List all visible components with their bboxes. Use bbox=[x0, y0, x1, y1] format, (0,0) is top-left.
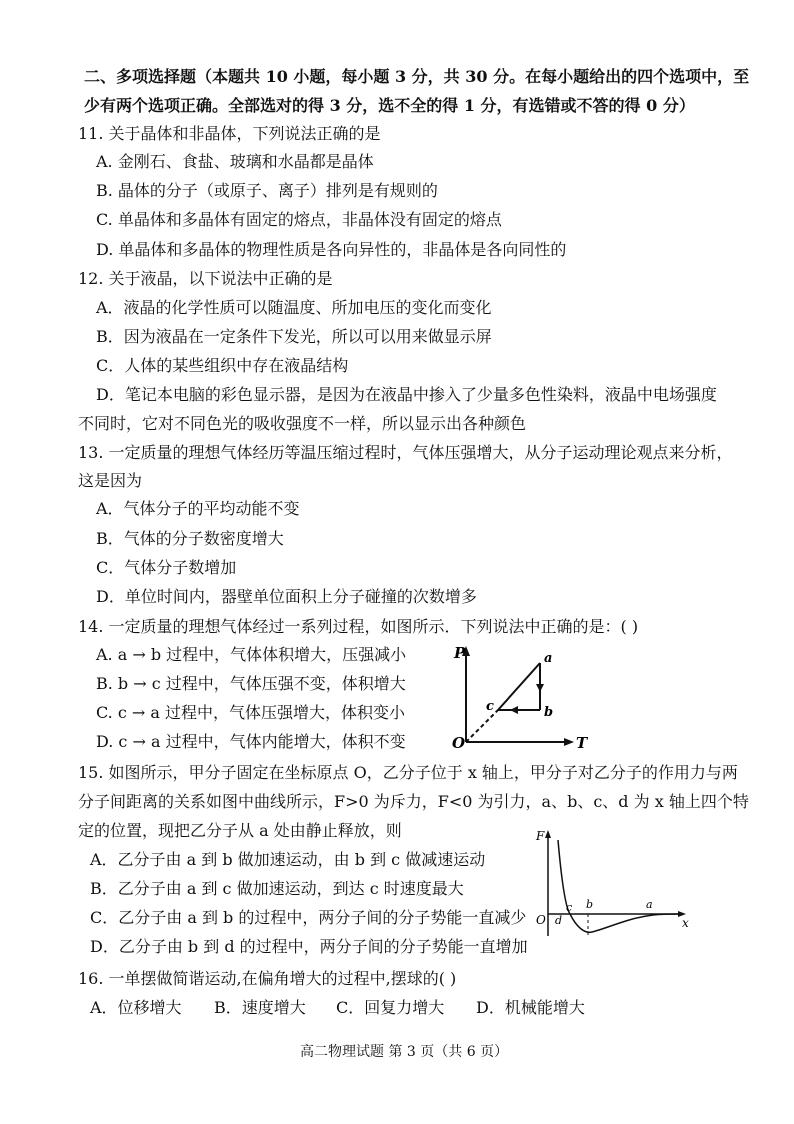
q15-option-d: D．乙分子由 b 到 d 的过程中，两分子间的分子势能一直增加 bbox=[90, 937, 528, 956]
pt-graph bbox=[440, 640, 590, 755]
pt-graph-x-label: T bbox=[576, 734, 588, 752]
q13-option-a: A．气体分子的平均动能不变 bbox=[96, 499, 300, 518]
q14-stem: 14. 一定质量的理想气体经过一系列过程，如图所示．下列说法中正确的是：( ) bbox=[78, 617, 639, 636]
q12-option-b: B．因为液晶在一定条件下发光，所以可以用来做显示屏 bbox=[96, 327, 492, 346]
q12-option-a: A．液晶的化学性质可以随温度、所加电压的变化而变化 bbox=[96, 298, 492, 317]
pt-graph-origin-label: O bbox=[452, 734, 466, 752]
q12-option-d-line1: D．笔记本电脑的彩色显示器，是因为在液晶中掺入了少量多色性染料，液晶中电场强度 bbox=[96, 385, 717, 404]
q11-option-d: D. 单晶体和多晶体的物理性质是各向异性的，非晶体是各向同性的 bbox=[96, 240, 567, 259]
q14-option-b: B. b → c 过程中，气体压强不变，体积增大 bbox=[96, 674, 406, 693]
q13-option-c: C．气体分子数增加 bbox=[96, 558, 237, 577]
q12-stem: 12. 关于液晶，以下说法中正确的是 bbox=[78, 269, 333, 288]
q16-option-a: A．位移增大 bbox=[90, 998, 182, 1017]
q13-option-b: B．气体的分子数密度增大 bbox=[96, 529, 284, 548]
q11-option-b: B. 晶体的分子（或原子、离子）排列是有规则的 bbox=[96, 181, 438, 200]
q15-stem-line3: 定的位置，现把乙分子从 a 处由静止释放，则 bbox=[78, 821, 402, 840]
fx-graph-point-c: c bbox=[566, 901, 573, 914]
q16-option-d: D．机械能增大 bbox=[476, 998, 585, 1017]
fx-graph-x-label: x bbox=[682, 916, 689, 930]
q15-stem-line1: 15. 如图所示，甲分子固定在坐标原点 O，乙分子位于 x 轴上，甲分子对乙分子的作用力与两 bbox=[78, 763, 738, 782]
pt-graph-point-b: b bbox=[544, 705, 554, 720]
q13-stem-line1: 13. 一定质量的理想气体经历等温压缩过程时，气体压强增大，从分子运动理论观点来分析， bbox=[78, 443, 733, 462]
q15-option-b: B．乙分子由 a 到 c 做加速运动，到达 c 时速度最大 bbox=[90, 879, 464, 898]
fx-graph-y-label: F bbox=[536, 829, 545, 843]
pt-graph-y-label: P bbox=[454, 644, 466, 662]
q16-stem: 16. 一单摆做简谐运动,在偏角增大的过程中,摆球的( ) bbox=[78, 969, 457, 988]
fx-graph-point-a: a bbox=[646, 898, 653, 911]
q14-option-c: C. c → a 过程中，气体压强增大，体积变小 bbox=[96, 703, 406, 722]
q12-option-c: C．人体的某些组织中存在液晶结构 bbox=[96, 356, 349, 375]
fx-graph bbox=[528, 826, 694, 946]
q13-stem-line2: 这是因为 bbox=[78, 471, 143, 490]
section-heading-line2: 少有两个选项正确。全部选对的得 3 分，选不全的得 1 分，有选错或不答的得 0 分） bbox=[84, 96, 695, 115]
pt-graph-point-c: c bbox=[486, 699, 494, 714]
page-footer: 高二物理试题 第 3 页（共 6 页） bbox=[300, 1044, 509, 1060]
q15-stem-line2: 分子间距离的关系如图中曲线所示，F>0 为斥力，F<0 为引力，a、b、c、d 为 x 轴上四个特 bbox=[78, 792, 749, 811]
fx-graph-point-b: b bbox=[586, 898, 594, 911]
q13-option-d: D．单位时间内，器壁单位面积上分子碰撞的次数增多 bbox=[96, 587, 477, 606]
pt-graph-point-a: a bbox=[544, 651, 553, 666]
section-heading-line1: 二、多项选择题（本题共 10 小题，每小题 3 分，共 30 分。在每小题给出的四个选项中，至 bbox=[84, 67, 750, 86]
fx-graph-point-d: d bbox=[555, 914, 563, 927]
q15-option-c: C．乙分子由 a 到 b 的过程中，两分子间的分子势能一直减少 bbox=[90, 908, 527, 927]
q12-option-d-line2: 不同时，它对不同色光的吸收强度不一样，所以显示出各种颜色 bbox=[78, 414, 527, 433]
fx-graph-origin-label: O bbox=[536, 913, 546, 927]
q16-option-b: B．速度增大 bbox=[214, 998, 306, 1017]
q14-option-d: D. c → a 过程中，气体内能增大，体积不变 bbox=[96, 732, 406, 751]
q11-stem: 11. 关于晶体和非晶体，下列说法正确的是 bbox=[78, 124, 381, 143]
q14-option-a: A. a → b 过程中，气体体积增大，压强减小 bbox=[96, 645, 407, 664]
q15-option-a: A．乙分子由 a 到 b 做加速运动，由 b 到 c 做减速运动 bbox=[90, 850, 486, 869]
q16-option-c: C．回复力增大 bbox=[336, 998, 445, 1017]
q11-option-c: C. 单晶体和多晶体有固定的熔点，非晶体没有固定的熔点 bbox=[96, 210, 502, 229]
q11-option-a: A. 金刚石、食盐、玻璃和水晶都是晶体 bbox=[96, 152, 374, 171]
